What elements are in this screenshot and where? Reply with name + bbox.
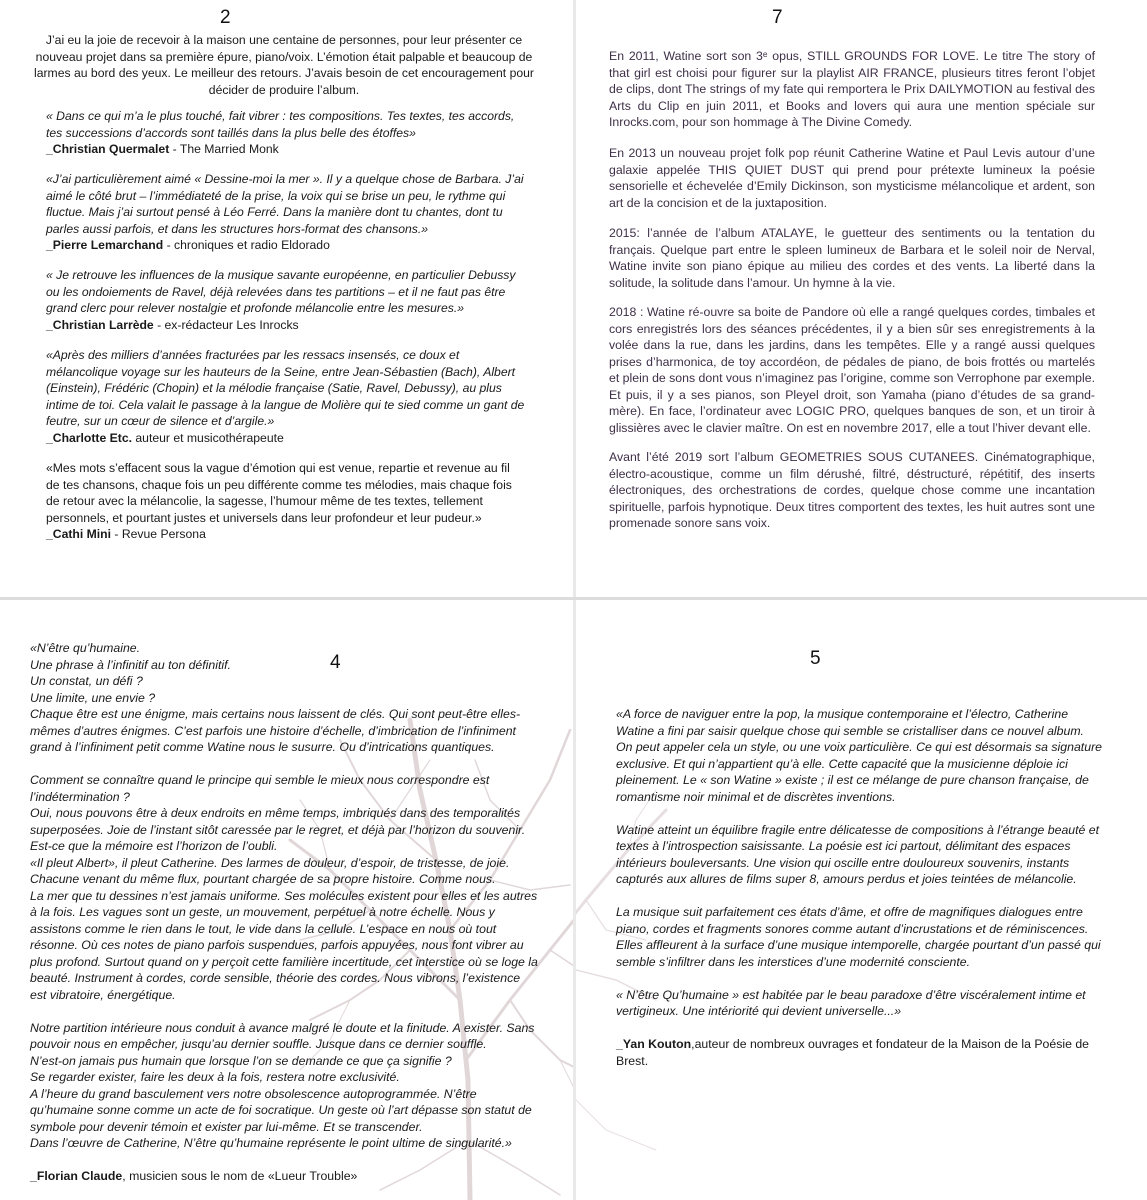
page-number: 2 <box>220 7 231 28</box>
review-block <box>30 772 538 1003</box>
review-line: Se regarder exister, faire les deux à la fois, restera notre exclusivité. <box>30 1070 400 1084</box>
biography-paragraph: 2015: l’année de l’album ATALAYE, le guetteur des sentiments ou la tentation du français. Quelque part entre le spleen lumineux de Barbara et le soleil noir de Nerval, Watine invite son piano épique au milieu des cordes et des vents. La liberté dans la solitude, la solitude dans l’amour. Un hymne à la vie. <box>609 226 1095 290</box>
review-author-role: , musicien sous le nom de «Lueur Trouble» <box>122 1169 358 1183</box>
review-line: Dans l’œuvre de Catherine, N’être qu’humaine représente le point ultime de singularité.» <box>30 1136 512 1150</box>
review-author: _Florian Claude <box>30 1169 123 1183</box>
page-number: 7 <box>772 7 783 28</box>
quote-signature <box>46 237 526 254</box>
quote-text: «J’ai particulièrement aimé « Dessine-moi la mer ». Il y a quelque chose de Barbara. J’ai aimé le côté brut – l’immédiateté de la prise, la voix qui se brise un peu, le rythme qui fluctue. Mais j’ai surtout pensé à Léo Ferré. Dans la manière dont tu chantes, dont tu parles aussi parfois, et dans les structures hors-format des chansons.» <box>46 172 524 236</box>
review-paragraph: Watine atteint un équilibre fragile entre délicatesse de compositions à l’étrange beauté et textes à l’introspection saisissante. La poésie est ici partout, délimitant des espaces intérieurs bouleversants. Une vision qui oscille entre douloureux souvenirs, instants capturés aux allures de films super 8, amours perdus et joies teintées de mélancolie. <box>616 822 1100 886</box>
intro-paragraph: J’ai eu la joie de recevoir à la maison une centaine de personnes, pour leur présenter ce nouveau projet dans sa première épure, piano/voix. L’émotion était palpable et beaucoup de larmes au bord des yeux. Le meilleur des retours. J’avais besoin de cet encouragement pour décider de produire l’album. <box>34 33 534 97</box>
quote-text: «Après des milliers d’années fracturées par les ressacs insensés, ce doux et mélancolique voyage sur les hauteurs de la Seine, entre Jean-Sébastien (Bach), Albert (Einstein), Frédéric (Chopin) et la mélodie française (Satie, Ravel, Debussy), au plus intime de toi. Cela valait le passage à la langue de Molière qui te sied comme un gant de feutre, sur un cœur de silence et d’argile.» <box>46 348 525 428</box>
quote-text: «Mes mots s’effacent sous la vague d’émotion qui est venue, repartie et revenue au fil de tes chansons, chaque fois un peu différente comme tes mélodies, mais chaque fois de retour avec la mélancolie, la sagesse, l’humour même de tes textes, tellement personnels, et pourtant justes et universels dans leur profondeur et leur pudeur.» <box>46 461 512 525</box>
review-text <box>616 706 1102 1069</box>
quote-signature <box>46 430 526 447</box>
page-number: 4 <box>330 652 341 673</box>
testimonial-quote <box>46 347 526 446</box>
page-number: 5 <box>810 648 821 669</box>
quote-author: _Christian Quermalet <box>46 142 170 156</box>
review-line: Oui, nous pouvons être à deux endroits en même temps, imbriqués dans des temporalités superposées. Joie de l’instant sitôt caressée par le regret, et déjà par l’horizon du souvenir. Est-ce que la mémoire est l’horizon de l’oubli. <box>30 806 526 853</box>
review-line: La mer que tu dessines n’est jamais uniforme. Ses molécules existent pour elles et les autres à la fois. Les vagues sont un geste, un mouvement, perpétuel à notre échelle. Nous y assistons comme le rien dans le tout, le vide dans la cellule. L’espace en nous où tout résonne. Où ces notes de piano parfois suspendues, parfois appuyées, nous font vibrer au plus profond. Surtout quand on y perçoit cette familière incertitude, cet interstice où se loge la beauté. Instrument à cordes, corde sensible, théorie des cordes. Nous vibrons, l’existence est vibratoire, énergétique. <box>30 888 538 1002</box>
quote-text: « Je retrouve les influences de la musique savante européenne, en particulier Debussy ou les ondoiements de Ravel, déjà relevées dans tes partitions – et il ne faut pas être grand clerc pour relever nostalgie et profonde mélancolie entre les mesures.» <box>46 268 516 315</box>
review-line: Une limite, une envie ? <box>30 690 156 705</box>
review-paragraph: La musique suit parfaitement ces états d’âme, et offre de magnifiques dialogues entre piano, cordes et fragments sonores comme autant d’incrustations et de réminiscences. Elles affleurent à la surface d’une musique intemporelle, chargée pourtant d’un passé qui semble s’infiltrer dans les interstices d’une modernité consciente. <box>616 905 1101 969</box>
review-paragraph: «A force de naviguer entre la pop, la musique contemporaine et l’électro, Catherine Watine a fini par saisir quelque chose qui semble se cristalliser dans ce nouvel album. On peut appeler cela un style, ou une voix particulière. Ce qui est désormais sa signature exclusive. Et qui n’appartient qu’à elle. Cette capacité que la musicienne déploie ici pleinement. Le « son Watine » existe ; il est ce mélange de pure chanson française, de romantisme noir minimal et de discrètes inventions. <box>616 707 1102 804</box>
review-signature <box>30 1168 538 1185</box>
quote-signature <box>46 141 526 158</box>
review-line: N’est-on jamais pus humain que lorsque l’on se demande ce que ça signifie ? <box>30 1053 452 1068</box>
biography-paragraph: 2018 : Watine ré-ouvre sa boite de Pandore où elle a rangé quelques cordes, timbales et cors enregistrés lors des séances précédentes, il y a bien sûr ses enregistrements à la volée dans la rue, dans les jardins, dans les tempêtes. Elle y a rangé aussi quelques prises d’harmonica, de toy accordéon, de pédales de piano, de bois frottés ou martelés et plein de sons dont vous n’imaginez pas l’origine, comme son Verrophone par exemple. Et puis, il y a ses pianos, son Pleyel droit, son Yamaha (piano d’études de sa grand-mère). En face, l’ordinateur avec LOGIC PRO, quelques banques de son, et un tiroir à glissières avec le clavier maître. On est en novembre 2017, elle a tout l’hiver devant elle. <box>609 305 1096 435</box>
review-signature <box>616 1036 1102 1069</box>
testimonial-quote <box>46 108 526 158</box>
quote-author-role: - Revue Persona <box>111 527 206 541</box>
quote-author: _Charlotte Etc. <box>46 430 133 445</box>
biography-paragraph: En 2013 un nouveau projet folk pop réunit Catherine Watine et Paul Levis autour d’une galaxie appelée THIS QUIET DUST qui prend pour prétexte lumineux la poésie sensorielle et échevelée d’Emily Dickinson, son mysticisme mélancolique et ardent, son art de la concision et de la juxtaposition. <box>609 146 1095 210</box>
review-line: Chaque être est une énigme, mais certains nous laissent de clés. Qui sont peut-être elles-mêmes d’autres énigmes. C’est parfois une histoire d’échelle, d’imbrication de l’infiniment grand à l’infiniment petit comme Watine nous le susurre. Ou d’intrications quantiques. <box>30 707 521 754</box>
review-block <box>30 1020 538 1152</box>
review-line: Notre partition intérieure nous conduit à avance malgré le doute et la finitude. A exister. Sans pouvoir nous en empêcher, jusqu’au dernier souffle. Jusque dans ce dernier souffle. <box>30 1020 535 1051</box>
quote-author: _Pierre Lemarchand <box>46 238 164 252</box>
review-line: «N’être qu’humaine. <box>30 641 141 655</box>
quote-author: _Cathi Mini <box>46 527 112 541</box>
quote-author-role: - chroniques et radio Eldorado <box>163 238 330 252</box>
review-line: «Il pleut Albert», il pleut Catherine. Des larmes de douleur, d’espoir, de tristesse, de joie. Chacune venant du même flux, pourtant chargée de sa propre histoire. Comme nous. <box>30 855 510 886</box>
review-line: Une phrase à l’infinitif au ton définitif. <box>30 657 231 672</box>
booklet-page-5 <box>576 600 1147 1200</box>
booklet-page-7 <box>576 0 1147 597</box>
quote-author: _Christian Larrède <box>46 317 154 332</box>
quote-author-role: auteur et musicothérapeute <box>132 430 284 445</box>
testimonial-quote <box>46 460 526 543</box>
review-author-role: ,auteur de nombreux ouvrages et fondateur de la Maison de la Poésie de Brest. <box>616 1037 1090 1068</box>
quote-signature <box>46 317 526 334</box>
booklet-page-2 <box>0 0 573 597</box>
testimonial-quote <box>46 171 526 254</box>
quote-author-role: - The Married Monk <box>169 142 279 156</box>
review-author: _Yan Kouton <box>616 1037 692 1051</box>
review-block <box>30 640 538 756</box>
review-paragraph: « N’être Qu’humaine » est habitée par le beau paradoxe d’être viscéralement intime et vertigineux. Une intériorité qui devient universelle...» <box>616 987 1086 1018</box>
booklet-page-4 <box>0 600 573 1200</box>
quote-text: « Dans ce qui m’a le plus touché, fait vibrer : tes compositions. Tes textes, tes accords, tes successions d’accords sont taillés dans la plus belle des étoffes» <box>46 109 515 140</box>
review-text <box>30 640 538 1185</box>
review-line: A l’heure du grand basculement vers notre obsolescence autoprogrammée. N’être qu’humaine sonne comme un acte de foi socratique. Un geste où l’art dépasse son statut de symbole pour devenir témoin et exister par lui-même. Et se transcender. <box>30 1086 532 1134</box>
quote-signature <box>46 526 526 543</box>
biography-paragraph: En 2011, Watine sort son 3ᵉ opus, STILL GROUNDS FOR LOVE. Le titre The story of that girl est choisi pour figurer sur la playlist AIR FRANCE, plusieurs titres feront l’objet de clips, dont The strings of my fate qui remportera le Prix DAILYMOTION au festival des Arts du Clip en juin 2011, et Books and lovers qui aura une mention spéciale sur Inrocks.com, pour son hommage à The Divine Comedy. <box>609 49 1095 129</box>
review-line: Comment se connaître quand le principe qui semble le mieux nous correspondre est l’indétermination ? <box>30 773 490 804</box>
testimonial-quote <box>46 267 526 333</box>
biography-paragraph: Avant l’été 2019 sort l’album GEOMETRIES SOUS CUTANEES. Cinématographique, électro-acoustique, comme un film dérushé, filtré, déstructuré, répétitif, des inserts électroniques, des orchestrations de cordes, quelque chose comme une incantation spirituelle, parfois hypnotique. Deux titres comportent des textes, les huit autres sont une promenade sonore sans voix. <box>609 450 1095 530</box>
quote-author-role: - ex-rédacteur Les Inrocks <box>153 317 299 332</box>
review-line: Un constat, un défi ? <box>30 674 143 688</box>
